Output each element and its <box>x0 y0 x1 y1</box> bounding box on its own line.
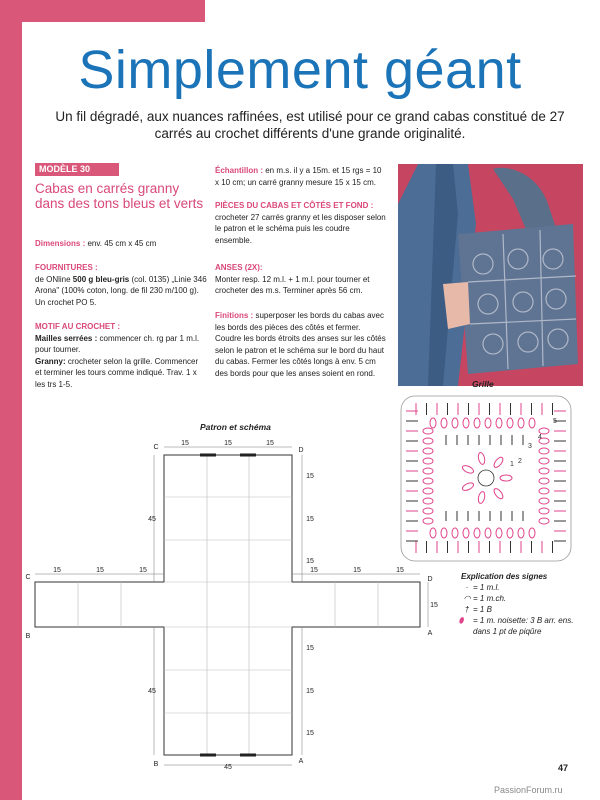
dim-l-up: 45 <box>148 516 156 523</box>
fournitures-text: de ONline 500 g bleu-gris (col. 0135) „Linie 346 Arona" (100% coton, long. de fil 230 m/100 g). Un crochet PO 5. <box>35 274 207 307</box>
bag-photo <box>398 164 583 386</box>
schema-diagram <box>20 435 450 775</box>
dimensions-line <box>35 238 205 250</box>
dim-right-3: 15 <box>396 567 404 574</box>
legend-item-noisette: ⬮ = 1 m. noisette: 3 B arr. ens. dans 1 pt de piqûre <box>458 616 574 636</box>
grille-num-5: 5 <box>553 418 557 425</box>
fournitures-block <box>35 262 207 308</box>
grille-num-4: 4 <box>538 434 542 441</box>
motif-granny: Granny: crocheter selon la grille. Commencer et terminer les tours comme indiqué. Trav. 1 x les trs 1-5. <box>35 356 199 389</box>
dim-r-d1: 15 <box>306 645 314 652</box>
corner-c-left: C <box>25 574 31 581</box>
schema-title: Patron et schéma <box>200 422 271 432</box>
pieces-block: PIÈCES DU CABAS ET CÔTÉS ET FOND : crocheter 27 carrés granny et les disposer selon le patron et le schéma puis les coudre ensemble. <box>215 201 386 245</box>
dim-r-u2: 15 <box>306 516 314 523</box>
anses-block: ANSES (2X): Monter resp. 12 m.l. + 1 m.l. pour tourner et crocheter des m.s. Terminer après 56 cm. <box>215 263 370 295</box>
corner-d-top: D <box>298 447 304 454</box>
corner-b-bottom: B <box>153 761 159 768</box>
corner-c-top: C <box>153 444 159 451</box>
dim-l-down: 45 <box>148 688 156 695</box>
corner-a-right: A <box>427 630 433 637</box>
grille-num-1: 1 <box>510 461 514 468</box>
motif-block <box>35 321 207 390</box>
dim-r-u3: 15 <box>306 558 314 565</box>
dim-top-2: 15 <box>224 440 232 447</box>
dim-top-3: 15 <box>266 440 274 447</box>
dim-top-1: 15 <box>181 440 189 447</box>
dim-r-d3: 15 <box>306 730 314 737</box>
bag-illustration <box>398 164 583 386</box>
corner-a-bottom: A <box>298 758 304 765</box>
dimensions-value: env. 45 cm x 45 cm <box>87 239 157 248</box>
grille-num-3: 3 <box>528 443 532 450</box>
dim-right-2: 15 <box>353 567 361 574</box>
legend-item-mch: ◠ = 1 m.ch. <box>463 594 507 603</box>
watermark: PassionForum.ru <box>494 785 563 795</box>
legend-title: Explication des signes <box>461 572 548 581</box>
page-subtitle: Un fil dégradé, aux nuances raffinées, est utilisé pour ce grand cabas constitué de 27 carrés au crochet différents d'une grande originalité. <box>55 109 565 141</box>
pink-top-bar <box>22 0 205 22</box>
dim-r-u1: 15 <box>306 473 314 480</box>
fournitures-heading: FOURNITURES : <box>35 263 98 272</box>
page-title: Simplement géant <box>78 40 522 100</box>
dim-bottom: 45 <box>224 764 232 771</box>
legend-item-b: † = 1 B <box>464 605 492 614</box>
echantillon-block: Échantillon : en m.s. il y a 15m. et 15 rgs = 10 x 10 cm; un carré granny mesure 15 x 15 cm. <box>215 166 382 187</box>
dim-r-d2: 15 <box>306 688 314 695</box>
dim-left-1: 15 <box>53 567 61 574</box>
motif-ms: Mailles serrées : commencer ch. rg par 1 m.l. pour tourner. <box>35 333 200 354</box>
motif-heading: MOTIF AU CROCHET : <box>35 322 121 331</box>
page-number: 47 <box>558 763 569 773</box>
dim-left-3: 15 <box>139 567 147 574</box>
corner-d-right: D <box>427 576 433 583</box>
dim-left-2: 15 <box>96 567 104 574</box>
pink-side-bar <box>0 0 22 800</box>
legend-item-ml: · = 1 m.l. <box>465 583 500 592</box>
legend <box>458 571 591 637</box>
finitions-block: Finitions : superposer les bords du cabas avec les bords des pièces des côtés et fermer. Coudre les bords étroits des anses sur les côtés selon le patron et le schéma sur le bord du haut du cabas. Fermer les côtés longs à env. 5 cm des bords pour que les anses soient en rond. <box>215 311 386 378</box>
corner-b-left: B <box>25 633 31 640</box>
model-badge: MODÈLE 30 <box>35 163 119 176</box>
dim-right-1: 15 <box>310 567 318 574</box>
model-name: Cabas en carrés granny dans des tons bleus et verts <box>35 181 204 211</box>
dimensions-label: Dimensions : <box>35 239 86 248</box>
grille-title: Grille <box>472 379 494 389</box>
grille-num-2: 2 <box>518 458 522 465</box>
dim-r-side: 15 <box>430 602 438 609</box>
